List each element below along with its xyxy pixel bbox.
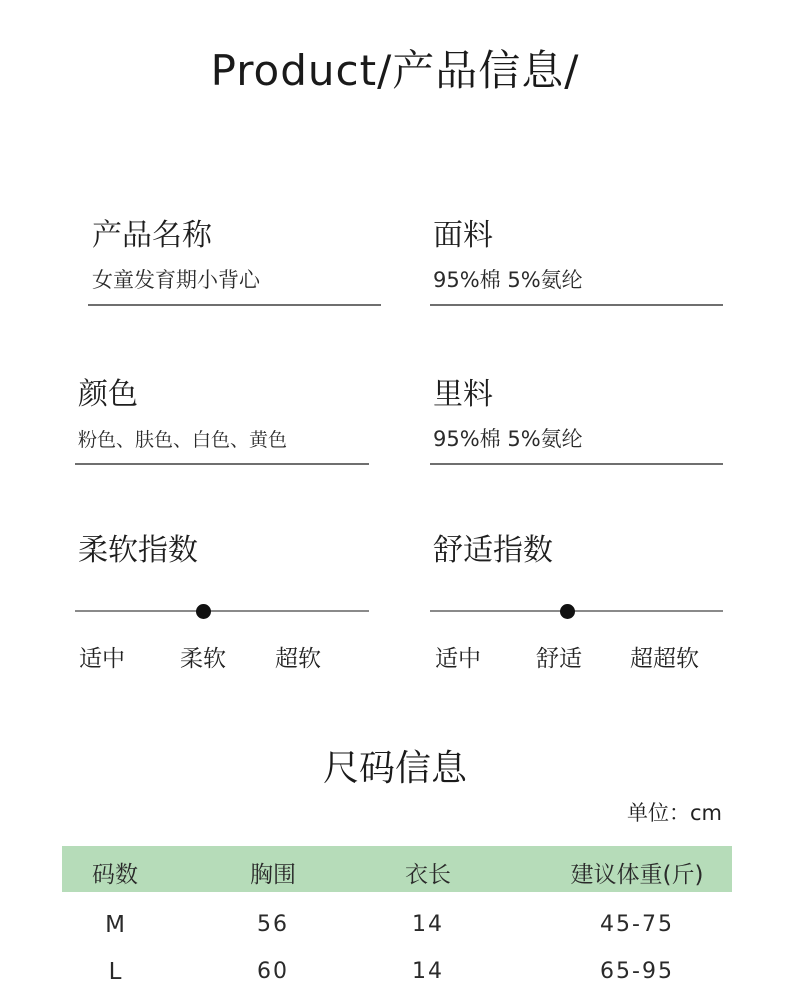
lining-value: 95%棉 5%氨纶	[433, 427, 583, 451]
column-header-chest: 胸围	[250, 862, 296, 888]
column-header-size: 码数	[92, 862, 138, 888]
page-title: Product/产品信息/	[210, 46, 580, 95]
cell-length: 14	[412, 912, 444, 937]
cell-chest: 60	[257, 959, 289, 984]
cell-weight: 45-75	[600, 912, 674, 937]
cell-length: 14	[412, 959, 444, 984]
fabric-divider	[430, 304, 723, 306]
product-name-divider	[88, 304, 381, 306]
softness-tick-3: 超软	[275, 646, 321, 672]
comfort-tick-3: 超超软	[630, 646, 699, 672]
size-unit-note: 单位：cm	[626, 801, 722, 825]
table-row	[62, 912, 732, 946]
size-section-title: 尺码信息	[322, 748, 467, 789]
color-divider	[75, 463, 369, 465]
product-name-value: 女童发育期小背心	[92, 268, 260, 292]
product-name-label: 产品名称	[92, 218, 212, 253]
comfort-label: 舒适指数	[433, 533, 553, 568]
cell-size: L	[108, 959, 122, 985]
column-header-weight: 建议体重(斤)	[570, 862, 704, 888]
cell-weight: 65-95	[600, 959, 674, 984]
softness-indicator	[196, 604, 211, 619]
softness-tick-2: 柔软	[180, 646, 226, 672]
table-row	[62, 959, 732, 993]
fabric-value: 95%棉 5%氨纶	[433, 268, 583, 292]
fabric-label: 面料	[433, 218, 493, 253]
comfort-tick-2: 舒适	[536, 646, 582, 672]
cell-chest: 56	[257, 912, 289, 937]
cell-size: M	[105, 912, 125, 938]
lining-label: 里料	[433, 377, 493, 412]
softness-scale-line	[75, 610, 369, 612]
size-table-header	[62, 846, 732, 892]
column-header-length: 衣长	[405, 862, 451, 888]
color-label: 颜色	[78, 377, 138, 412]
comfort-tick-1: 适中	[435, 646, 481, 672]
comfort-scale-line	[430, 610, 723, 612]
color-value: 粉色、肤色、白色、黄色	[78, 429, 288, 451]
softness-label: 柔软指数	[78, 533, 198, 568]
lining-divider	[430, 463, 723, 465]
comfort-indicator	[560, 604, 575, 619]
softness-tick-1: 适中	[79, 646, 125, 672]
